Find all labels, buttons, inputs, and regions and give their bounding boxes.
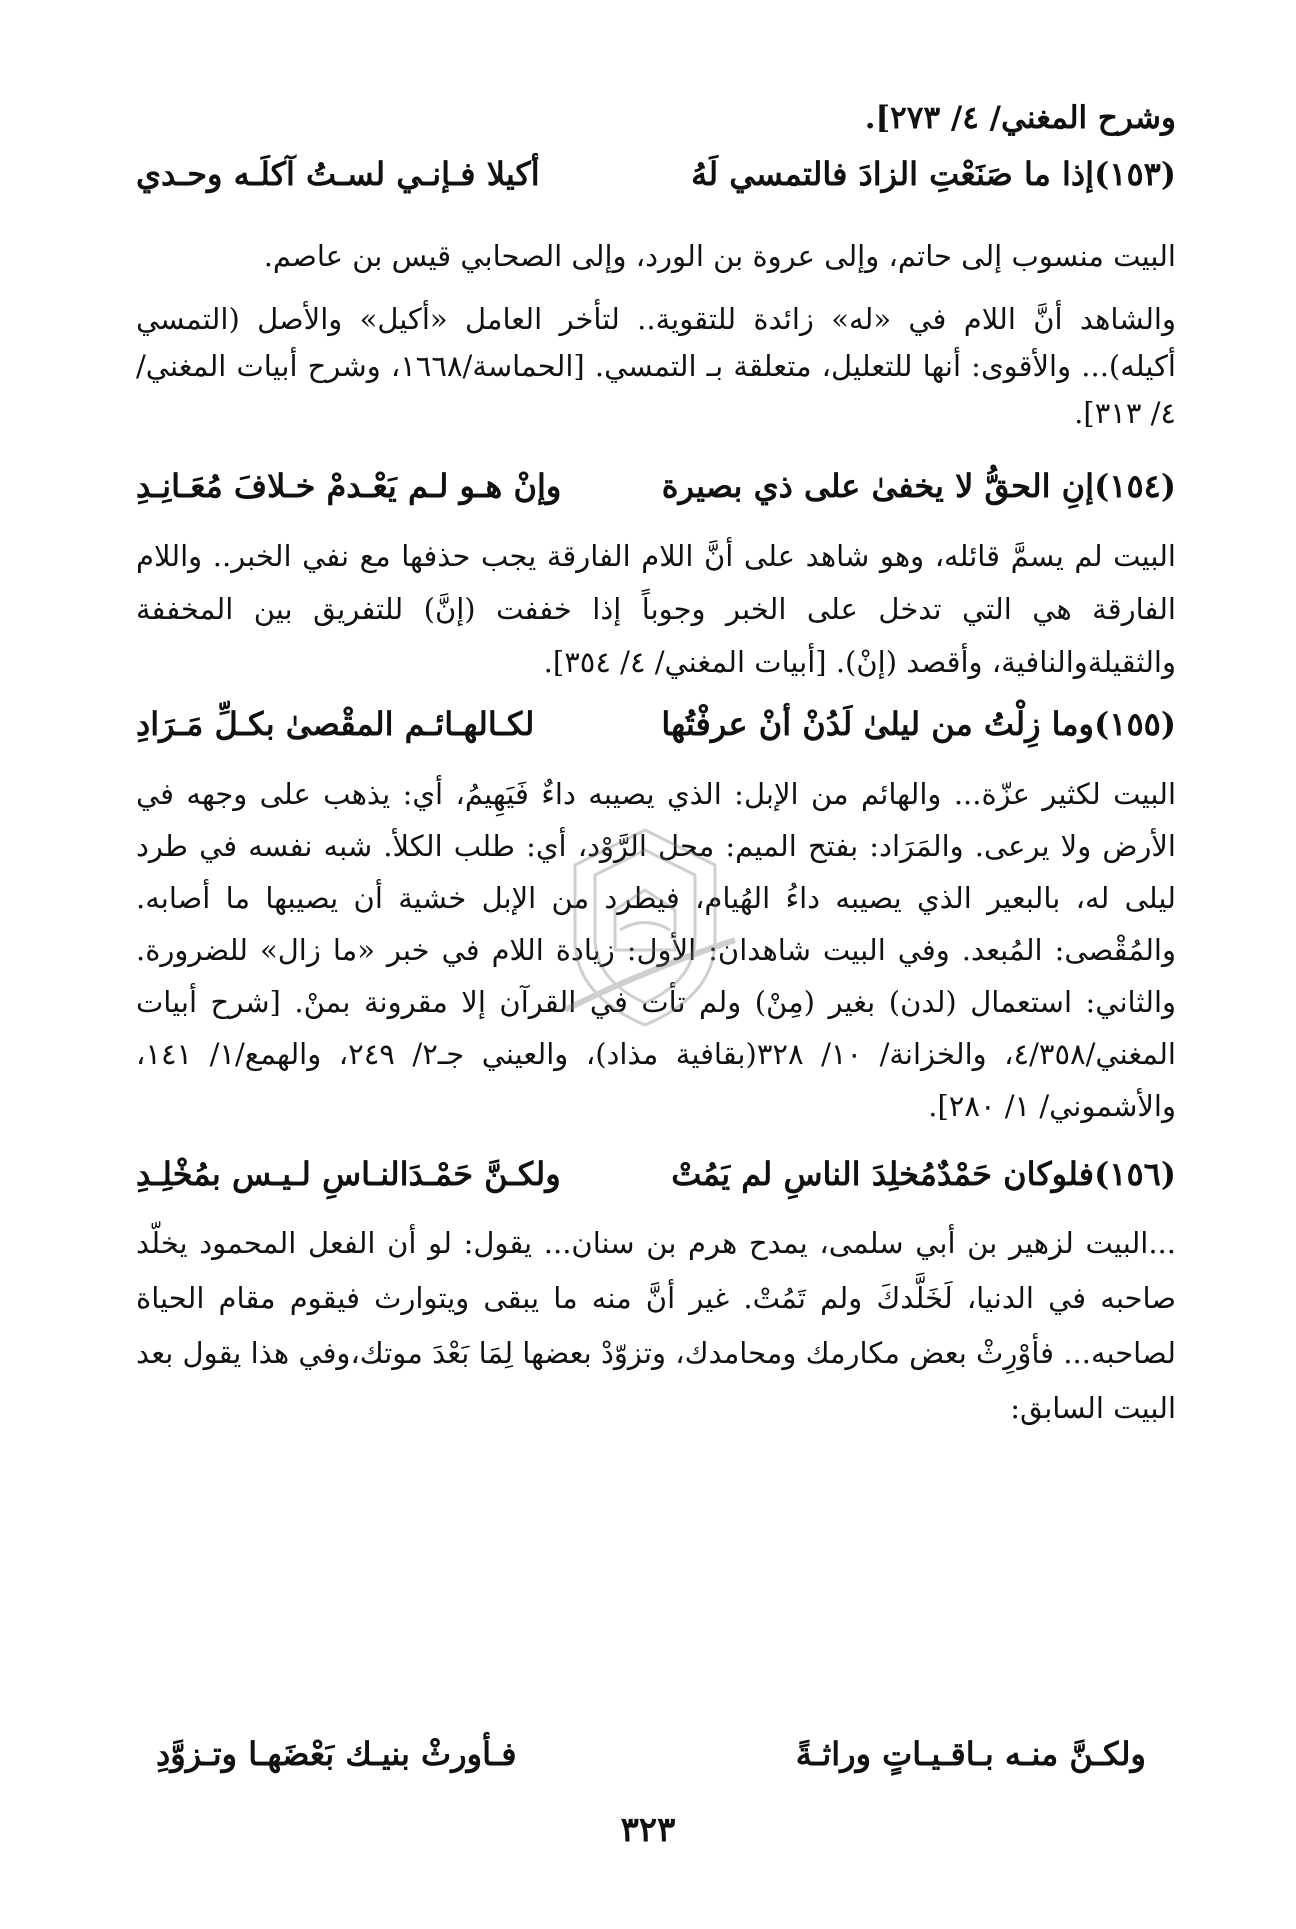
verse-second-hemistich: وإنْ هـو لـم يَعْـدمْ خـلافَ مُعَـانِـدِ	[136, 467, 562, 505]
commentary-paragraph: البيت لكثير عزّة... والهائم من الإبل: الذي يصيبه داءٌ فَيَهِيمُ، أي: يذهب على وجهه في الأرض ولا يرعى. والمَرَاد: بفتح الميم: محل الرَّوْد، أي: طلب الكلأ. شبه نفسه في طرد ليلى له، بالبعير الذي يصيبه داءُ الهُيام، فيطرد من الإبل خشية أن يصيبها ما أصابه. والمُقْصى: المُبعد. وفي البيت شاهدان: الأول: زيادة اللام في خبر «ما زال» للضرورة. والثاني: استعمال (لدن) بغير (مِنْ) ولم تأت في القرآن إلا مقرونة بمنْ. [شرح أبيات المغني/٤/٣٥٨، والخزانة/ ١٠/ ٣٢٨(بقافية مذاد)، والعيني جـ٢/ ٢٤٩، والهمع/١/ ١٤١، والأشموني/ ١/ ٢٨٠].	[136, 777, 1176, 1123]
intro-reference: وشرح المغني/ ٤/ ٢٧٣].	[864, 100, 1176, 136]
verse-second-hemistich: أكيلا فـإنـي لسـتُ آكلَـه وحـدي	[136, 155, 540, 193]
commentary-paragraph: ...البيت لزهير بن أبي سلمى، يمدح هرم بن سنان... يقول: لو أن الفعل المحمود يخلّد صاحبه في الدنيا، لَخَلَّدكَ ولم تَمُتْ. غير أنَّ منه ما يبقى ويتوارث فيقوم مقام الحياة لصاحبه... فأوْرِثْ بعض مكارمك ومحامدك، وتزوّدْ بعضها لِمَا بَعْدَ موتك،وفي هذا يقول بعد البيت السابق:	[136, 1226, 1176, 1425]
verse-second-hemistich: فـأورثْ بنيـك بَعْضَهـا وتـزوَّدِ	[156, 1735, 517, 1773]
verse-first-hemistich: ولكـنَّ منـه بـاقـيـاتٍ وراثـةً	[795, 1735, 1146, 1773]
verse-153	[136, 150, 1176, 198]
commentary-paragraph: والشاهد أنَّ اللام في «له» زائدة للتقوية.. لتأخر العامل «أكيل» والأصل (التمسي أكيله)... والأقوى: أنها للتعليل، متعلقة بـ التمسي. [الحماسة/١٦٦٨، وشرح أبيات المغني/ ٤/ ٣١٣].	[136, 302, 1176, 430]
verse-154	[136, 462, 1176, 510]
verse-156	[136, 1150, 1176, 1198]
verse-number: (١٥٤)	[1094, 467, 1176, 505]
verse-number: (١٥٥)	[1094, 705, 1176, 743]
commentary-paragraph: البيت منسوب إلى حاتم، وإلى عروة بن الورد، وإلى الصحابي قيس بن عاصم.	[263, 239, 1176, 273]
verse-first-hemistich: إنِ الحقُّ لا يخفىٰ على ذي بصيرة	[661, 467, 1094, 505]
closing-verse	[136, 1730, 1176, 1778]
page-number: ٣٢٣	[620, 1810, 676, 1850]
commentary-paragraph: البيت لم يسمَّ قائله، وهو شاهد على أنَّ اللام الفارقة يجب حذفها مع نفي الخبر.. واللام الفارقة هي التي تدخل على الخبر وجوباً إذا خففت (إنَّ) للتفريق بين المخففة والثقيلةوالنافية، وأقصد (إنْ). [أبيات المغني/ ٤/ ٣٥٤].	[136, 539, 1176, 679]
verse-first-hemistich: إذا ما صَنَعْتِ الزادَ فالتمسي لَهُ	[691, 155, 1094, 193]
verse-first-hemistich: وما زِلْتُ من ليلىٰ لَدُنْ أنْ عرفْتُها	[661, 705, 1094, 743]
verse-first-hemistich: فلوكان حَمْدٌمُخلِدَ الناسِ لم يَمُتْ	[671, 1155, 1094, 1193]
verse-number: (١٥٣)	[1094, 155, 1176, 193]
verse-155	[136, 700, 1176, 748]
verse-second-hemistich: لكـالهـائـم المقْصىٰ بكـلِّ مَـرَادِ	[136, 705, 535, 743]
verse-number: (١٥٦)	[1094, 1155, 1176, 1193]
library-seal-watermark	[545, 820, 745, 1040]
verse-second-hemistich: ولكـنَّ حَمْـدَالنـاسِ لـيـس بمُخْلِـدِ	[136, 1155, 561, 1193]
